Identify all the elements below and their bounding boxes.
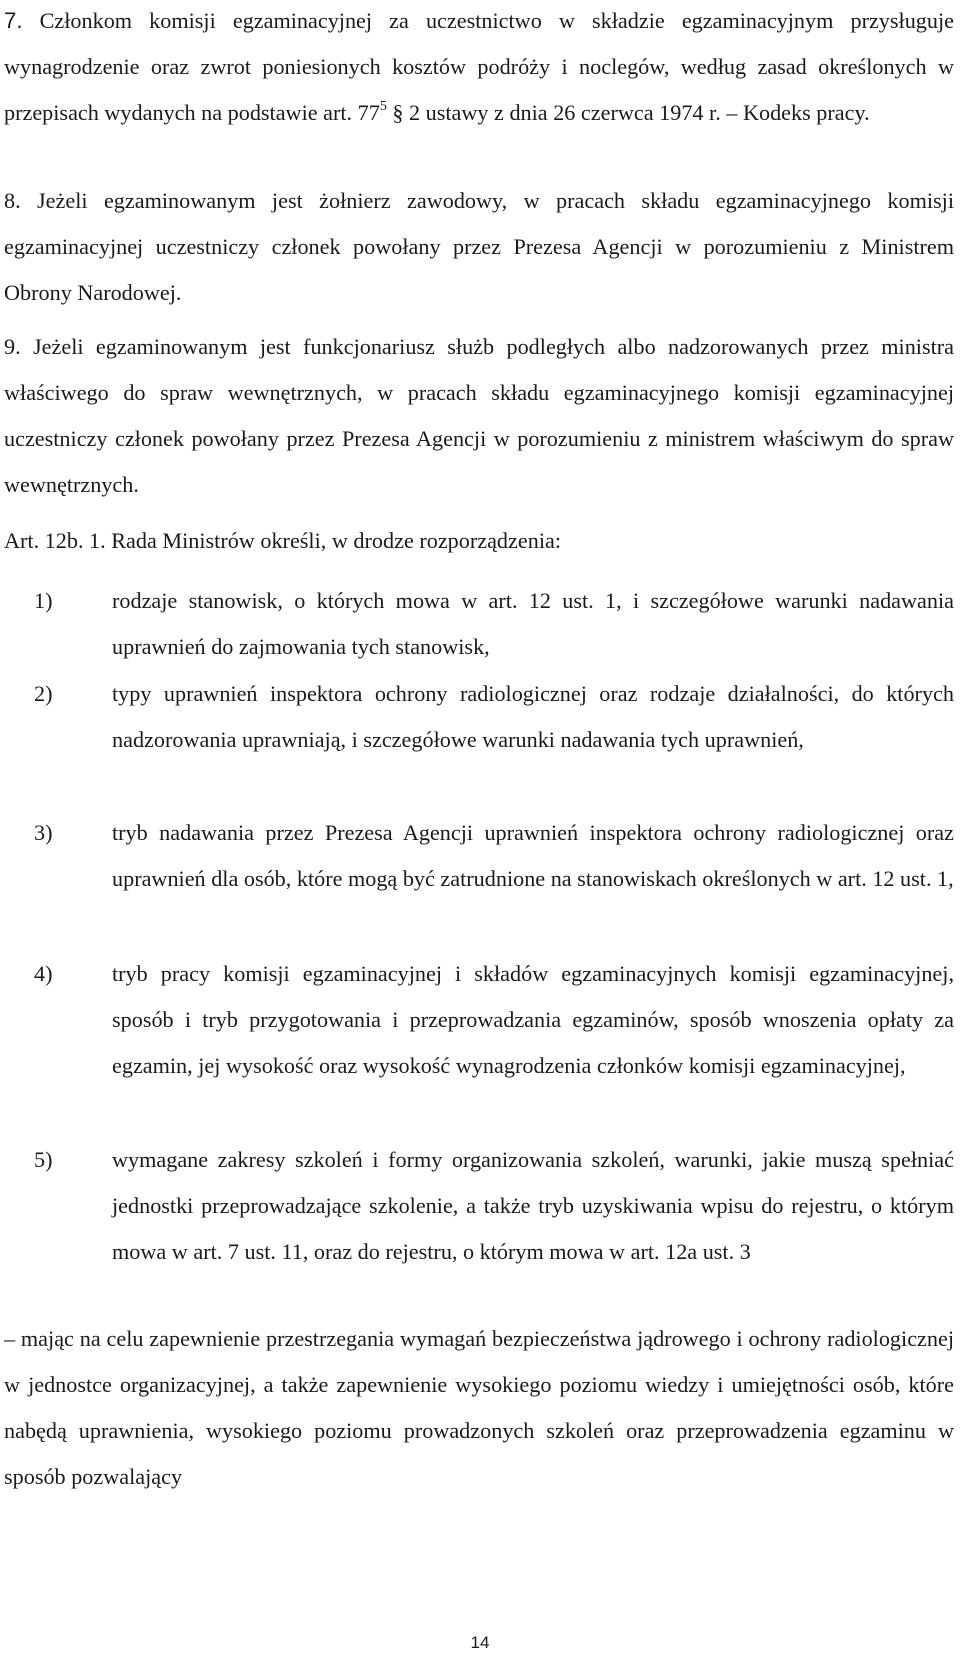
paragraph-9-number: 9. <box>4 334 21 359</box>
paragraph-8 <box>4 178 954 316</box>
list-item-3 <box>4 810 954 902</box>
closing-paragraph: – mając na celu zapewnienie przestrzegania wymagań bezpieczeństwa jądrowego i ochrony radiologicznej w jednostce organizacyjnej, a także zapewnienie wysokiego poziomu wiedzy i umiejętności osób, które nabędą uprawnienia, wysokiego poziomu prowadzonych szkoleń oraz przeprowadzenia egzaminu w sposób pozwalający <box>4 1326 954 1489</box>
paragraph-8-text: Jeżeli egzaminowanym jest żołnierz zawodowy, w pracach składu egzaminacyjnego komisji egzaminacyjnej uczestniczy członek powołany przez Prezesa Agencji w porozumieniu z Ministrem Obrony Narodowej. <box>4 188 954 305</box>
paragraph-7 <box>4 0 954 136</box>
section-sign: § <box>392 100 404 125</box>
list-item-text: tryb nadawania przez Prezesa Agencji uprawnień inspektora ochrony radiologicznej oraz uprawnień dla osób, które mogą być zatrudnione na stanowiskach określonych w art. 12 ust. 1, <box>112 820 954 891</box>
paragraph-7-text-end: 2 ustawy z dnia 26 czerwca 1974 r. – Kodeks pracy. <box>403 100 870 125</box>
list-item-number: 5) <box>34 1147 53 1172</box>
list-item-number: 3) <box>34 820 53 845</box>
list-item-text: rodzaje stanowisk, o których mowa w art. 12 ust. 1, i szczegółowe warunki nadawania uprawnień do zajmowania tych stanowisk, <box>112 588 954 659</box>
paragraph-8-number: 8. <box>4 188 21 213</box>
paragraph-7-text: Członkom komisji egzaminacyjnej za uczestnictwo w składzie egzaminacyjnym przysługuje wynagrodzenie oraz zwrot poniesionych kosztów podróży i noclegów, według zasad określonych w przepisach wydanych na podstawie art. 77 <box>4 8 954 125</box>
paragraph-9-text: Jeżeli egzaminowanym jest funkcjonariusz służb podległych albo nadzorowanych przez ministra właściwego do spraw wewnętrznych, w pracach składu egzaminacyjnego komisji egzaminacyjnej uczestniczy członek powołany przez Prezesa Agencji w porozumieniu z ministrem właściwym do spraw wewnętrznych. <box>4 334 954 497</box>
list-item-number: 4) <box>34 961 53 986</box>
article-12b-heading: Art. 12b. 1. Rada Ministrów określi, w drodze rozporządzenia: <box>4 528 561 553</box>
list-item-2 <box>4 671 954 763</box>
list-item-number: 2) <box>34 681 53 706</box>
list-item-text: typy uprawnień inspektora ochrony radiologicznej oraz rodzaje działalności, do których nadzorowania uprawniają, i szczegółowe warunki nadawania tych uprawnień, <box>112 681 954 752</box>
list-item-5 <box>4 1137 954 1275</box>
paragraph-7-number: 7. <box>4 8 23 33</box>
paragraph-7-superscript: 5 <box>379 98 387 114</box>
list-item-text: wymagane zakresy szkoleń i formy organizowania szkoleń, warunki, jakie muszą spełniać jednostki przeprowadzające szkolenie, a także tryb uzyskiwania wpisu do rejestru, o którym mowa w art. 7 ust. 11, oraz do rejestru, o którym mowa w art. 12a ust. 3 <box>112 1147 954 1264</box>
list-item-number: 1) <box>34 588 53 613</box>
list-item-4 <box>4 951 954 1089</box>
list-item-1 <box>4 578 954 670</box>
page-number: 14 <box>470 1633 490 1652</box>
list-item-text: tryb pracy komisji egzaminacyjnej i składów egzaminacyjnych komisji egzaminacyjnej, sposób i tryb przygotowania i przeprowadzania egzaminów, sposób wnoszenia opłaty za egzamin, jej wysokość oraz wysokość wynagrodzenia członków komisji egzaminacyjnej, <box>112 961 954 1078</box>
paragraph-9 <box>4 324 954 508</box>
